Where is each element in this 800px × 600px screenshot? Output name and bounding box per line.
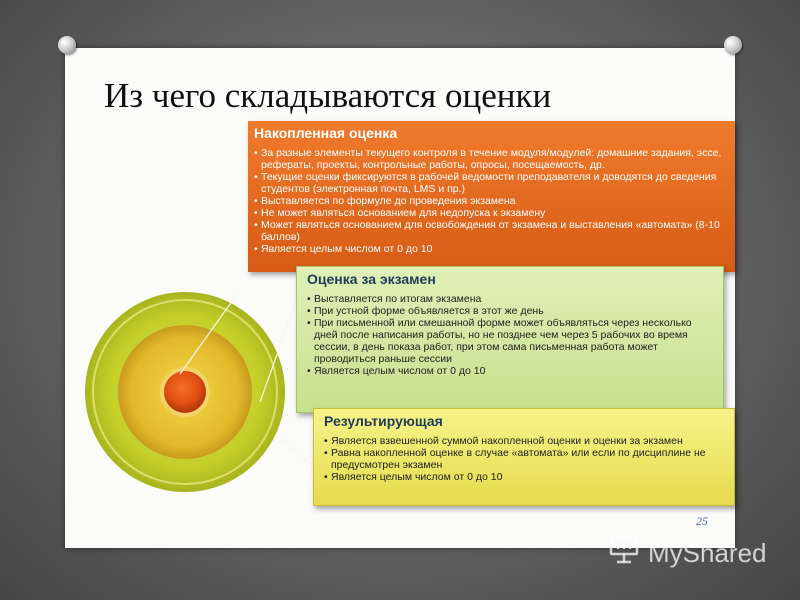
list-item: • Выставляется по формуле до проведения экзамена	[254, 195, 729, 207]
list-item: • Равна накопленной оценке в случае «автомата» или если по дисциплине не предусмотрен экзамен	[324, 447, 726, 471]
pin-top-left-icon	[58, 36, 76, 54]
list-item: • Выставляется по итогам экзамена	[307, 293, 715, 305]
list-item: • За разные элементы текущего контроля в течение модуля/модулей: домашние задания, эссе, рефераты, проекты, контрольные работы, опросы, посещаемость, др.	[254, 147, 729, 171]
presentation-board-icon	[608, 535, 642, 572]
panel-exam-list	[307, 293, 715, 377]
panel-exam	[296, 266, 724, 413]
watermark	[608, 536, 767, 570]
list-item: • При устной форме объявляется в этот же день	[307, 305, 715, 317]
pin-top-right-icon	[724, 36, 742, 54]
page-number: 25	[696, 514, 708, 528]
panel-accumulated-list	[254, 147, 729, 255]
inner-core	[164, 371, 206, 413]
panel-accumulated-heading: Накопленная оценка	[254, 125, 398, 141]
panel-result	[313, 408, 735, 506]
watermark-text: MyShared	[648, 537, 767, 568]
list-item: • Является целым числом от 0 до 10	[324, 471, 726, 483]
list-item: • Является взвешенной суммой накопленной оценки и оценки за экзамен	[324, 435, 726, 447]
list-item: • При письменной или смешанной форме может объявляться через несколько дней после написания работы, но не позднее чем через 5 рабочих во время сессии, в день показа работ, при этом сама письменная работа может проводиться раньше сессии	[307, 317, 715, 365]
panel-exam-heading: Оценка за экзамен	[307, 271, 436, 287]
list-item: • Является целым числом от 0 до 10	[254, 243, 729, 255]
panel-result-heading: Результирующая	[324, 413, 443, 429]
list-item: • Текущие оценки фиксируются в рабочей ведомости преподавателя и доводятся до сведения студентов (электронная почта, LMS и пр.)	[254, 171, 729, 195]
list-item: • Не может являться основанием для недопуска к экзамену	[254, 207, 729, 219]
panel-result-list	[324, 435, 726, 483]
list-item: • Является целым числом от 0 до 10	[307, 365, 715, 377]
list-item: • Может являться основанием для освобождения от экзамена и выставления «автомата» (8-10 баллов)	[254, 219, 729, 243]
panel-accumulated	[248, 121, 735, 272]
slide-title: Из чего складываются оценки	[104, 76, 552, 115]
concentric-rings-diagram	[85, 292, 325, 532]
